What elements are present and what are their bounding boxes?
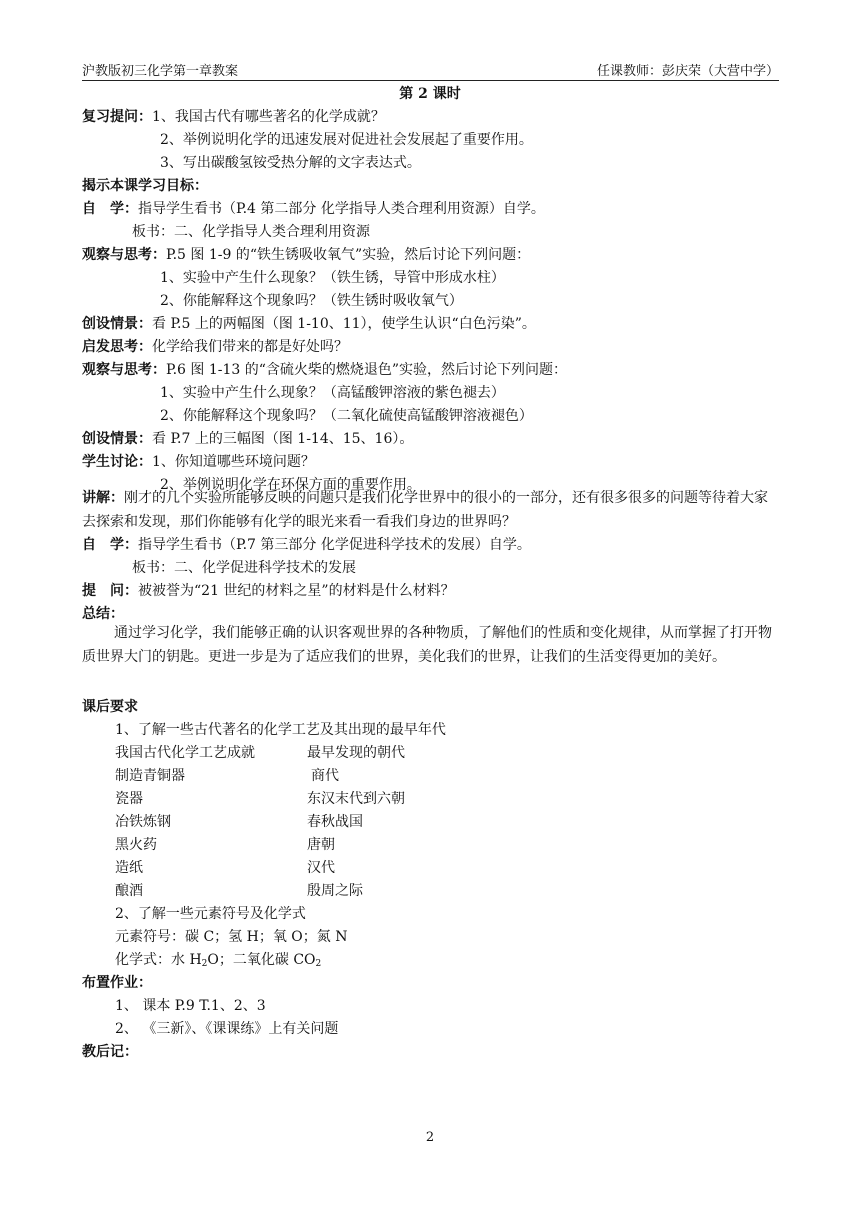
craft-dynasty: 东汉末代到六朝 bbox=[307, 791, 405, 807]
observe-1-question-1: 1、实验中产生什么现象？（铁生锈，导管中形成水柱） bbox=[160, 270, 505, 286]
board-note-1: 板书：二、化学指导人类合理利用资源 bbox=[132, 224, 370, 240]
craft-dynasty: 殷周之际 bbox=[307, 883, 363, 899]
after-class-item-1: 1、了解一些古代著名的化学工艺及其出现的最早年代 bbox=[115, 722, 446, 738]
page-header bbox=[82, 60, 779, 81]
craft-table-header-right: 最早发现的朝代 bbox=[307, 745, 405, 761]
header-teacher: 任课教师：彭庆荣（大营中学） bbox=[596, 64, 779, 79]
header-course: 沪教版初三化学第一章教案 bbox=[82, 64, 239, 79]
lecture-paragraph: 讲解：刚才的几个实验所能够反映的问题只是我们化学世界中的很小的一部分，还有很多很多的问题等待着大家去探索和发现，那们你能够有化学的眼光来看一看我们身边的世界吗？ bbox=[82, 490, 768, 530]
review-question-1: 复习提问：1、我国古代有哪些著名的化学成就？ bbox=[82, 109, 385, 125]
homework-heading: 布置作业： bbox=[82, 975, 152, 991]
scene-1: 创设情景：看 P.5 上的两幅图（图 1-10、11），使学生认识“白色污染”。 bbox=[82, 316, 536, 332]
craft-table-header-left: 我国古代化学工艺成就 bbox=[115, 745, 255, 761]
reflection-heading: 教后记： bbox=[82, 1044, 138, 1060]
craft-dynasty: 商代 bbox=[311, 768, 339, 784]
chemical-formulas: 化学式：水 $H_2O$；二氧化碳 $CO_2$ bbox=[115, 952, 322, 969]
craft-dynasty: 汉代 bbox=[307, 860, 335, 876]
review-question-3: 3、写出碳酸氢铵受热分解的文字表达式。 bbox=[160, 155, 421, 171]
self-study-2: 自 学：指导学生看书（P.7 第三部分 化学促进科学技术的发展）自学。 bbox=[82, 537, 531, 553]
after-class-heading: 课后要求 bbox=[82, 699, 138, 715]
craft-name: 酿酒 bbox=[115, 883, 143, 899]
craft-name: 黑火药 bbox=[115, 837, 157, 853]
element-symbols: 元素符号：碳 C；氢 H；氧 O；氮 N bbox=[115, 929, 348, 945]
observe-2-question-1: 1、实验中产生什么现象？（高锰酸钾溶液的紫色褪去） bbox=[160, 385, 505, 401]
self-study-1: 自 学：指导学生看书（P.4 第二部分 化学指导人类合理利用资源）自学。 bbox=[82, 201, 545, 217]
craft-name: 制造青铜器 bbox=[115, 768, 185, 784]
teacher-question: 提 问：被被誉为“21 世纪的材料之星”的材料是什么材料？ bbox=[82, 583, 455, 599]
page-number: 2 bbox=[425, 1130, 435, 1145]
craft-name: 造纸 bbox=[115, 860, 143, 876]
student-discussion: 学生讨论：1、你知道哪些环境问题？ bbox=[82, 454, 315, 470]
review-question-2: 2、举例说明化学的迅速发展对促进社会发展起了重要作用。 bbox=[160, 132, 533, 148]
observe-1-question-2: 2、你能解释这个现象吗？（铁生锈时吸收氧气） bbox=[160, 293, 463, 309]
craft-name: 冶铁炼钢 bbox=[115, 814, 171, 830]
goals-heading: 揭示本课学习目标： bbox=[82, 178, 208, 194]
scene-2: 创设情景：看 P.7 上的三幅图（图 1-14、15、16）。 bbox=[82, 431, 414, 447]
discussion-question-2: 2、举例说明化学在环保方面的重要作用。 bbox=[160, 477, 421, 493]
summary-heading: 总结： bbox=[82, 606, 124, 622]
review-label: 复习提问： bbox=[82, 109, 152, 125]
observe-2: 观察与思考：P.6 图 1-13 的“含硫火柴的燃烧退色”实验，然后讨论下列问题： bbox=[82, 362, 568, 378]
homework-item-2: 2、 《三新》、《课课练》上有关问题 bbox=[115, 1021, 339, 1037]
board-note-2: 板书：二、化学促进科学技术的发展 bbox=[132, 560, 356, 576]
craft-name: 瓷器 bbox=[115, 791, 143, 807]
craft-dynasty: 唐朝 bbox=[307, 837, 335, 853]
homework-item-1: 1、 课本 P.9 T.1、2、3 bbox=[115, 998, 266, 1014]
craft-dynasty: 春秋战国 bbox=[307, 814, 363, 830]
inspire-thinking: 启发思考：化学给我们带来的都是好处吗？ bbox=[82, 339, 348, 355]
lesson-title: 第 2 课时 bbox=[399, 86, 461, 102]
summary-paragraph: 通过学习化学，我们能够正确的认识客观世界的各种物质，了解他们的性质和变化规律，从而掌握了打开物质世界大门的钥匙。更进一步是为了适应我们的世界，美化我们的世界，让我们的生活变得更加的美好。 bbox=[82, 625, 772, 665]
after-class-item-2: 2、了解一些元素符号及化学式 bbox=[115, 906, 306, 922]
observe-2-question-2: 2、你能解释这个现象吗？（二氧化硫使高锰酸钾溶液褪色） bbox=[160, 408, 533, 424]
observe-1: 观察与思考：P.5 图 1-9 的“铁生锈吸收氧气”实验，然后讨论下列问题： bbox=[82, 247, 531, 263]
